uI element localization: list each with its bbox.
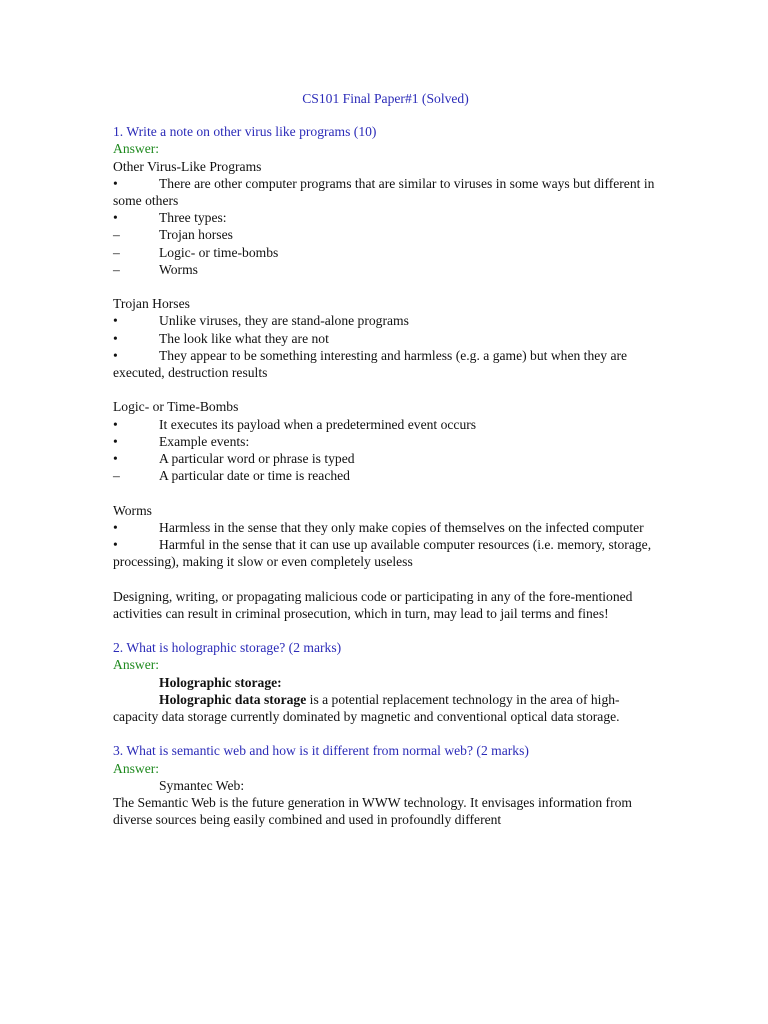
section-heading: Logic- or Time-Bombs <box>113 399 239 415</box>
list-item-text: It executes its payload when a predetermined event occurs <box>159 416 477 432</box>
list-item <box>113 330 658 347</box>
answer-label-1: Answer: <box>113 141 160 157</box>
intro-list <box>113 175 658 278</box>
spacer <box>113 570 658 587</box>
question-1: 1. Write a note on other virus like programs (10) <box>113 124 377 140</box>
bullet-icon: • <box>113 210 118 226</box>
list-item <box>113 244 658 261</box>
spacer <box>113 622 658 639</box>
list-item <box>113 519 658 536</box>
bullet-icon: • <box>113 451 118 467</box>
list-item-text: There are other computer programs that are similar to viruses in some ways but different in some others <box>113 175 655 208</box>
list-item-text: Worms <box>159 261 198 277</box>
list-item <box>113 450 658 467</box>
question-2: 2. What is holographic storage? (2 marks) <box>113 640 342 656</box>
dash-icon: – <box>113 227 120 243</box>
list-item-text: They appear to be something interesting and harmless (e.g. a game) but when they are executed, destruction results <box>113 347 628 381</box>
list-item-text: The look like what they are not <box>159 330 329 346</box>
dash-icon: – <box>113 261 120 277</box>
section-heading: Other Virus-Like Programs <box>113 158 262 174</box>
list-item <box>113 416 658 433</box>
holographic-term: Holographic data storage <box>159 691 307 707</box>
document-page <box>113 90 658 828</box>
bullet-icon: • <box>113 519 118 535</box>
spacer <box>113 381 658 398</box>
semantic-heading: Symantec Web: <box>159 777 245 793</box>
list-item <box>113 175 658 209</box>
spacer <box>113 484 658 501</box>
trojan-list <box>113 312 658 381</box>
bullet-icon: • <box>113 537 118 553</box>
answer-label-3: Answer: <box>113 760 160 776</box>
spacer <box>113 278 658 295</box>
document-title: CS101 Final Paper#1 (Solved) <box>302 91 469 106</box>
list-item-text: Logic- or time-bombs <box>159 244 279 260</box>
bullet-icon: • <box>113 433 118 449</box>
list-item-text: Harmless in the sense that they only make copies of themselves on the infected computer <box>159 519 644 535</box>
closing-paragraph: Designing, writing, or propagating malicious code or participating in any of the fore-mentioned activities can result in criminal prosecution, which in turn, may lead to jail terms and fines! <box>113 588 633 621</box>
list-item-text: Example events: <box>159 433 250 449</box>
bullet-icon: • <box>113 175 118 191</box>
list-item <box>113 347 658 381</box>
section-heading: Worms <box>113 502 152 518</box>
question-3: 3. What is semantic web and how is it different from normal web? (2 marks) <box>113 743 529 759</box>
list-item <box>113 261 658 278</box>
bullet-icon: • <box>113 330 118 346</box>
holographic-body: is a potential replacement technology in the area of high-capacity data storage currently dominated by magnetic and conventional optical data storage. <box>113 691 620 725</box>
dash-icon: – <box>113 468 120 484</box>
list-item-text: Three types: <box>159 210 227 226</box>
list-item-text: Trojan horses <box>159 227 233 243</box>
list-item <box>113 467 658 484</box>
holographic-paragraph <box>113 691 658 725</box>
section-heading: Trojan Horses <box>113 296 190 312</box>
list-item <box>113 209 658 226</box>
list-item <box>113 536 658 570</box>
list-item-text: Unlike viruses, they are stand-alone programs <box>159 313 409 329</box>
holographic-heading: Holographic storage: <box>159 674 282 690</box>
bullet-icon: • <box>113 347 118 363</box>
logic-list <box>113 416 658 485</box>
list-item <box>113 312 658 329</box>
worms-list <box>113 519 658 571</box>
answer-label-2: Answer: <box>113 657 160 673</box>
semantic-paragraph: The Semantic Web is the future generation in WWW technology. It envisages information from diverse sources being easily combined and used in profoundly different <box>113 795 632 828</box>
list-item-text: A particular date or time is reached <box>159 468 350 484</box>
dash-icon: – <box>113 244 120 260</box>
spacer <box>113 725 658 742</box>
list-item-text: Harmful in the sense that it can use up available computer resources (i.e. memory, storage, processing), making it slow or even completely useless <box>113 537 652 570</box>
bullet-icon: • <box>113 313 118 329</box>
list-item <box>113 433 658 450</box>
list-item <box>113 226 658 243</box>
list-item-text: A particular word or phrase is typed <box>159 451 355 467</box>
bullet-icon: • <box>113 416 118 432</box>
